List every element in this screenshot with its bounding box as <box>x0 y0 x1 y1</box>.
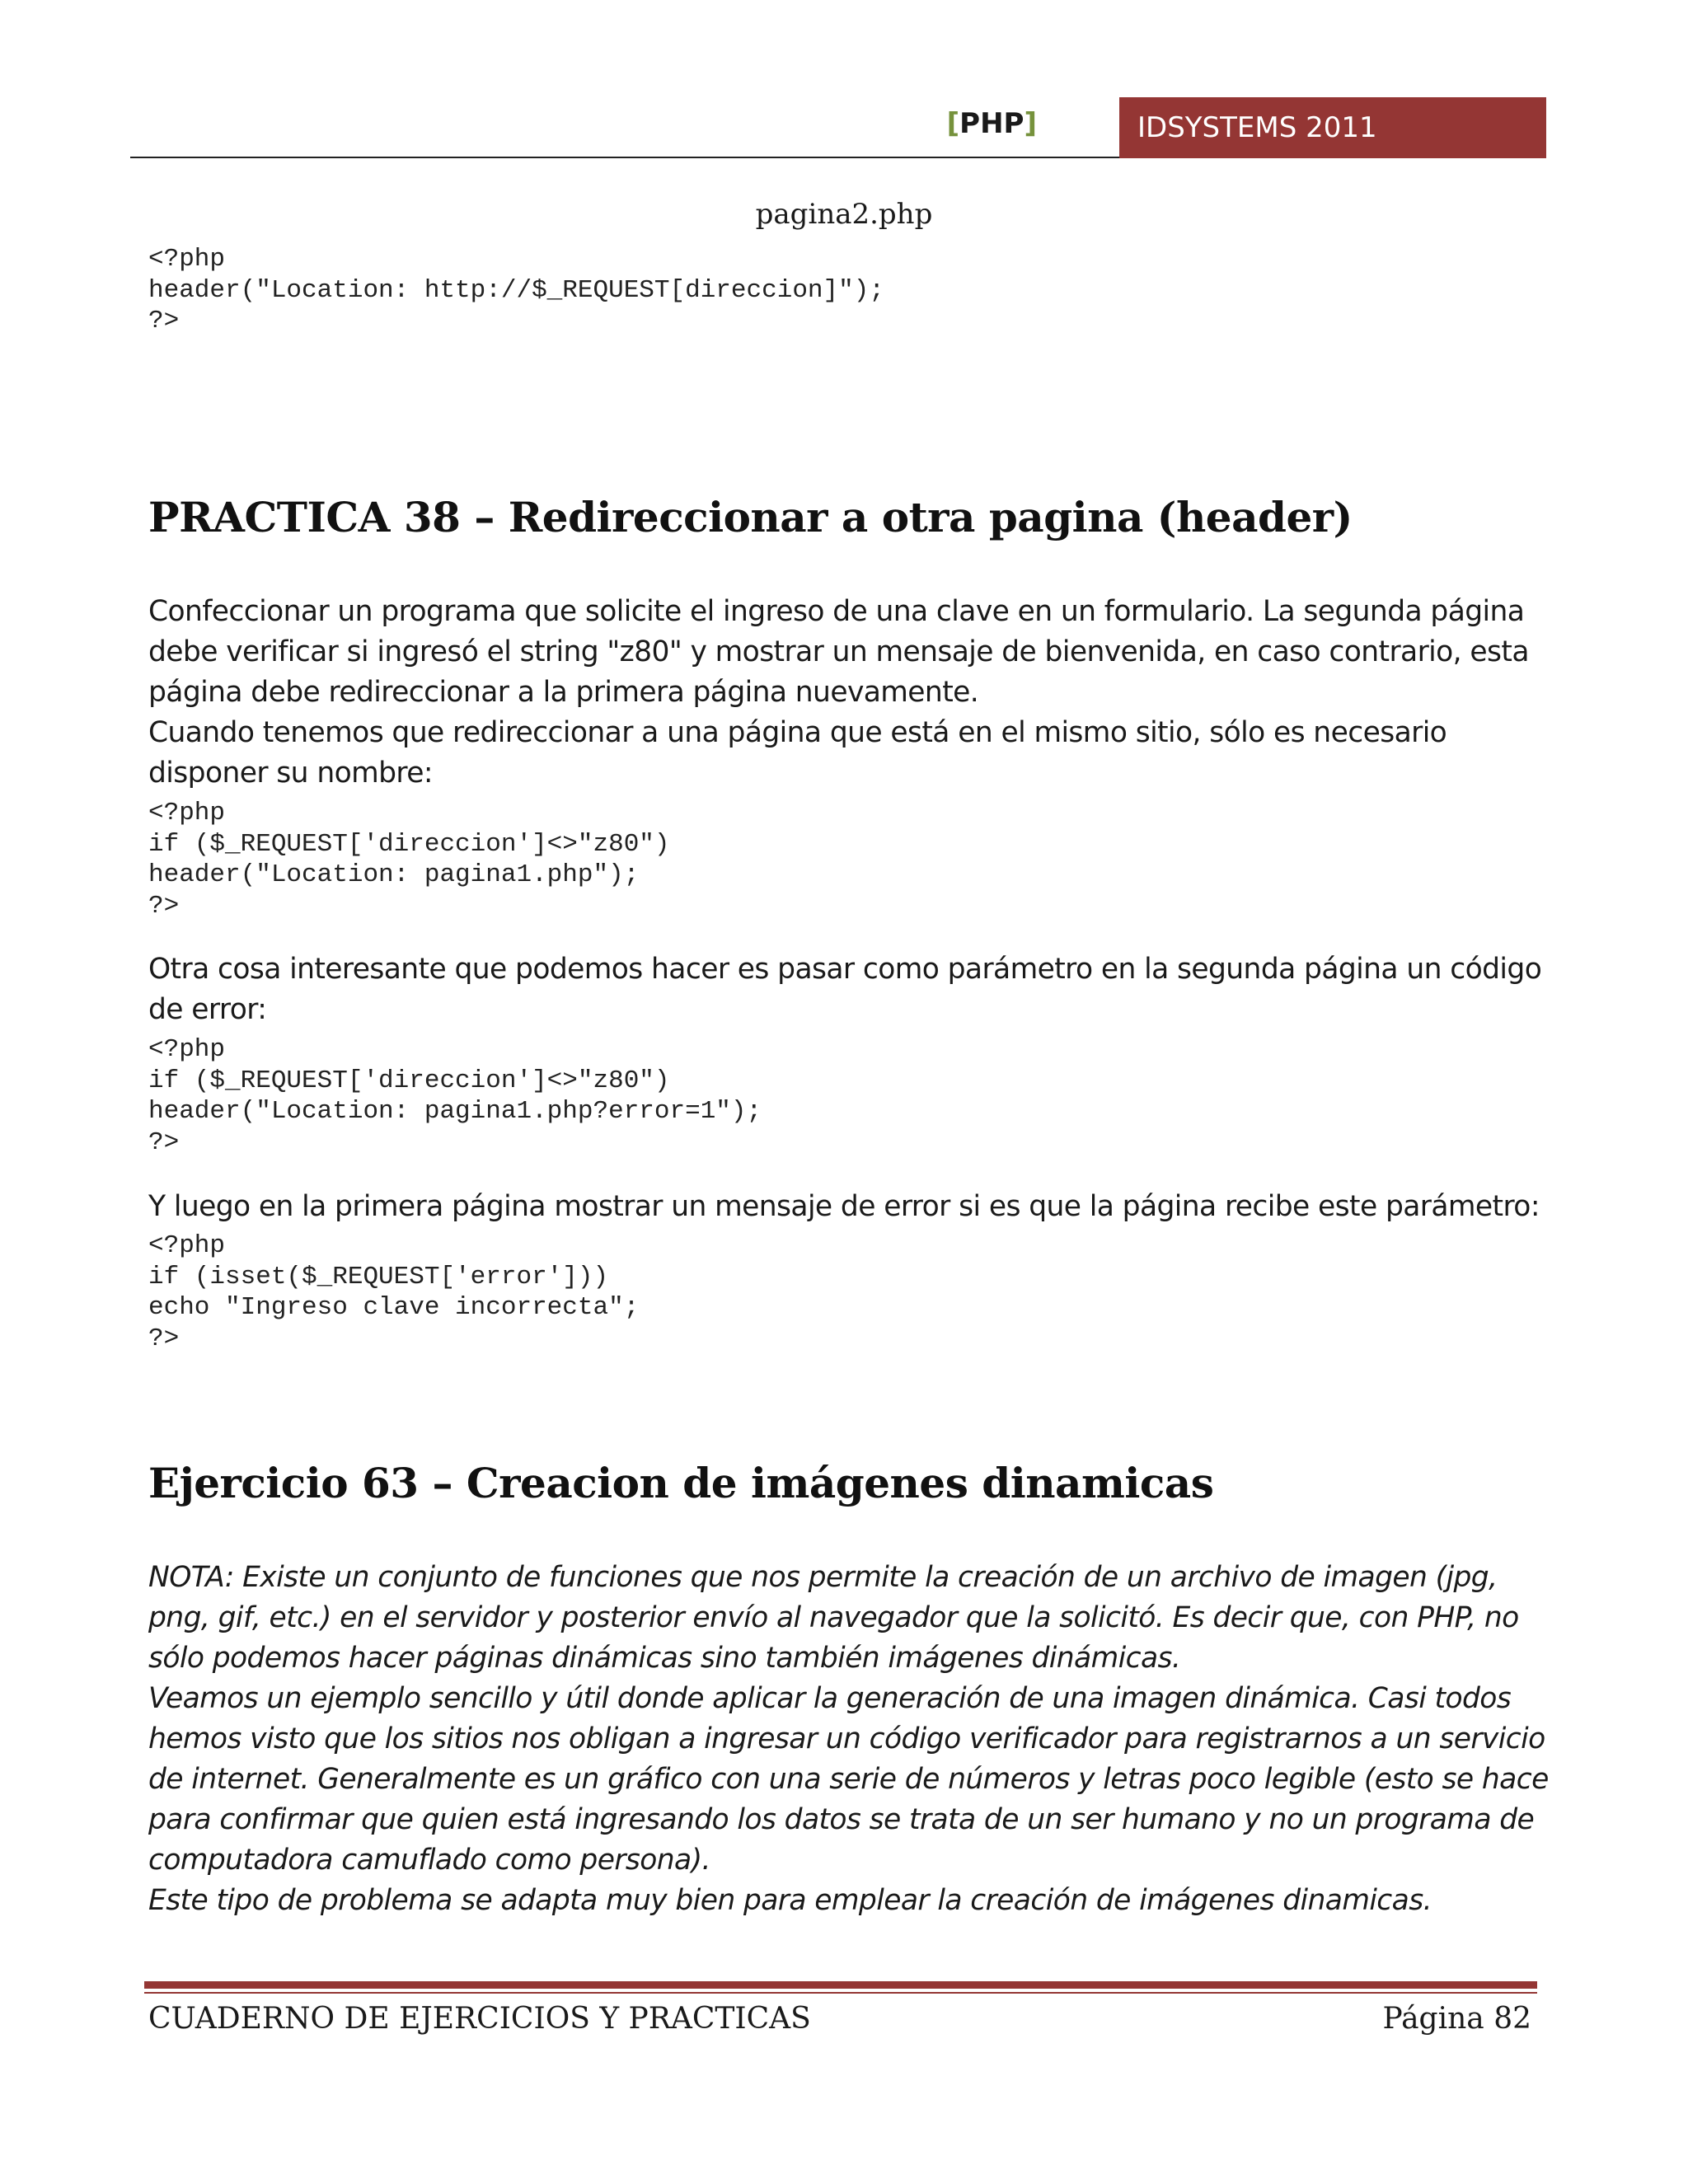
header-tag-label: PHP <box>959 107 1025 140</box>
code-block-1: <?php header("Location: http://$_REQUEST[direccion]"); ?> <box>148 245 884 335</box>
note-paragraph-1: NOTA: Existe un conjunto de funciones que nos permite la creación de un archivo de imagen (jpg, png, gif, etc.) en el servidor y posterior envío al navegador que la solicitó. Es decir que, con PHP, no sólo podemos hacer páginas dinámicas sino también imágenes dinámicas. <box>148 1561 1519 1675</box>
header-tag <box>947 107 1037 140</box>
section-title-practica-38: PRACTICA 38 – Redireccionar a otra pagina (header) <box>148 493 1353 541</box>
paragraph-error-param: Otra cosa interesante que podemos hacer es pasar como parámetro en la segunda página un código de error: <box>148 953 1542 1026</box>
page-number: Página 82 <box>1382 2002 1531 2036</box>
paragraph-intro: Confeccionar un programa que solicite el ingreso de una clave en un formulario. La segunda página debe verificar si ingresó el string "z80" y mostrar un mensaje de bienvenida, en caso contrario, esta página debe redireccionar a la primera página nuevamente. <box>148 595 1529 709</box>
code-block-2: <?php if ($_REQUEST['direccion']<>"z80") header("Location: pagina1.php"); ?> <box>148 799 670 921</box>
footer-rule-thin <box>144 1992 1537 1994</box>
note-paragraph-3: Este tipo de problema se adapta muy bien para emplear la creación de imágenes dinamicas. <box>148 1884 1432 1917</box>
section-title-ejercicio-63: Ejercicio 63 – Creacion de imágenes dinamicas <box>148 1459 1214 1507</box>
code-block-3: <?php if ($_REQUEST['direccion']<>"z80") header("Location: pagina1.php?error=1"); ?> <box>148 1035 762 1157</box>
header-band: IDSYSTEMS 2011 <box>1119 97 1546 158</box>
header-rule <box>130 157 1119 158</box>
paragraph-redirect-same-site: Cuando tenemos que redireccionar a una página que está en el mismo sitio, sólo es necesario disponer su nombre: <box>148 716 1447 790</box>
file-label: pagina2.php <box>755 198 933 231</box>
paragraph-show-error: Y luego en la primera página mostrar un mensaje de error si es que la página recibe este parámetro: <box>148 1190 1540 1223</box>
footer-title: CUADERNO DE EJERCICIOS Y PRACTICAS <box>148 2002 811 2036</box>
header-bracket-open: [ <box>946 107 960 140</box>
header-bracket-close: ] <box>1024 107 1037 140</box>
footer-rule-thick <box>144 1981 1537 1989</box>
note-paragraph-2: Veamos un ejemplo sencillo y útil donde aplicar la generación de una imagen dinámica. Casi todos hemos visto que los sitios nos obligan a ingresar un código verificador para registrarnos a un servicio de internet. Generalmente es un gráfico con una serie de números y letras poco legible (esto se hace para confirmar que quien está ingresando los datos se trata de un ser humano y no un programa de computadora camuflado como persona). <box>148 1682 1549 1877</box>
code-block-4: <?php if (isset($_REQUEST['error'])) echo "Ingreso clave incorrecta"; ?> <box>148 1231 640 1353</box>
